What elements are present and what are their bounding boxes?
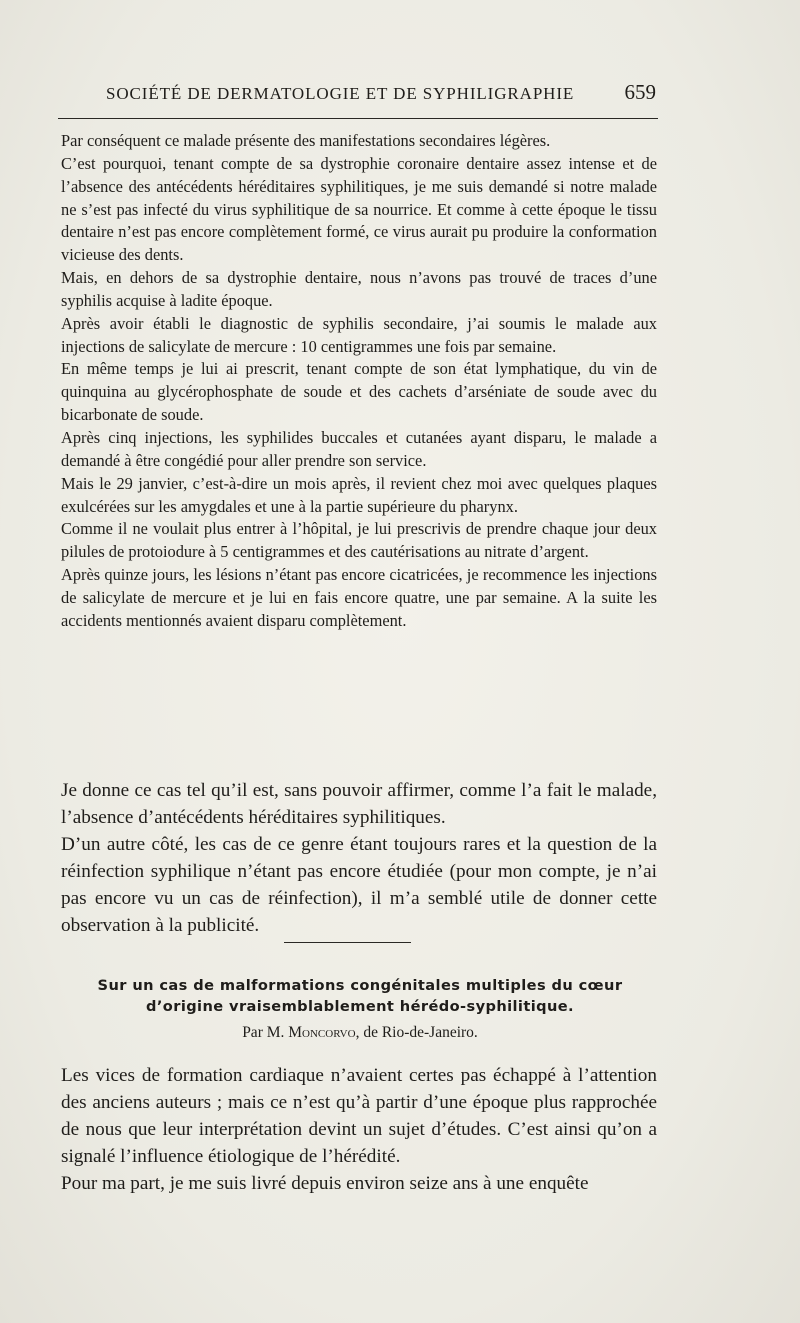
- page-number: 659: [624, 80, 656, 104]
- article-title: [40, 975, 680, 1017]
- paragraph: Mais le 29 janvier, c’est-à-dire un mois après, il revient chez moi avec quelques plaques exulcérées sur les amygdales et une à la partie supérieure du pharynx.: [61, 473, 657, 516]
- byline-author: Moncorvo: [288, 1024, 356, 1041]
- article-title-line: d’origine vraisemblablement hérédo-syphilitique.: [146, 998, 574, 1015]
- header-rule: [58, 118, 658, 119]
- paragraph: En même temps je lui ai prescrit, tenant compte de son état lymphatique, du vin de quinquina au glycérophosphate de soude et des cachets d’arséniate de soude avec du bicarbonate de soude.: [61, 359, 657, 425]
- article-body: [61, 1062, 657, 1197]
- byline-suffix: , de Rio-de-Janeiro.: [355, 1024, 478, 1041]
- paragraph: D’un autre côté, les cas de ce genre étant toujours rares et la question de la réinfection syphilique n’étant pas encore étudiée (pour mon compte, je n’ai pas encore vu un cas de réinfection), il m’a semblé utile de donner cette observation à la publicité.: [61, 834, 657, 937]
- byline-prefix: Par M.: [242, 1024, 285, 1041]
- paragraph: Après quinze jours, les lésions n’étant pas encore cicatricées, je recommence les injections de salicylate de mercure et je lui en fais encore quatre, une par semaine. A la suite les accidents mentionnés avaient disparu complètement.: [61, 565, 657, 630]
- paragraph: Par conséquent ce malade présente des manifestations secondaires légères.: [61, 131, 551, 150]
- paragraph: C’est pourquoi, tenant compte de sa dystrophie coronaire dentaire assez intense et de l’absence des antécédents héréditaires syphilitiques, je me suis demandé si notre malade ne s’est pas infecté du virus syphilitique de sa nourrice. Et comme à cette époque le tissu dentaire n’est pas encore complètement formé, ce virus aurait pu produire la conformation vicieuse des dents.: [61, 153, 657, 265]
- paragraph: Je donne ce cas tel qu’il est, sans pouvoir affirmer, comme l’a fait le malade, l’absence d’antécédents héréditaires syphilitiques.: [61, 780, 657, 829]
- article-title-line: Sur un cas de malformations congénitales multiples du cœur: [97, 977, 623, 994]
- running-header: [106, 80, 656, 105]
- paragraph: Comme il ne voulait plus entrer à l’hôpital, je lui prescrivis de prendre chaque jour deux pilules de protoiodure à 5 centigrammes et des cautérisations au nitrate d’argent.: [61, 519, 657, 562]
- section-separator: [284, 942, 411, 943]
- running-title: SOCIÉTÉ DE DERMATOLOGIE ET DE SYPHILIGRAPHIE: [106, 84, 575, 103]
- paragraph: Mais, en dehors de sa dystrophie dentaire, nous n’avons pas trouvé de traces d’une syphilis acquise à ladite époque.: [61, 268, 657, 310]
- paragraph: Pour ma part, je me suis livré depuis environ seize ans à une enquête: [61, 1173, 589, 1195]
- paragraph: Après cinq injections, les syphilides buccales et cutanées ayant disparu, le malade a demandé à être congédié pour aller prendre son service.: [61, 427, 657, 470]
- case-conclusion: [61, 777, 657, 940]
- case-report-continuation: [61, 130, 657, 633]
- paragraph: Après avoir établi le diagnostic de syphilis secondaire, j’ai soumis le malade aux injections de salicylate de mercure : 10 centigrammes une fois par semaine.: [61, 313, 657, 356]
- article-byline: [40, 1024, 680, 1042]
- paragraph: Les vices de formation cardiaque n’avaient certes pas échappé à l’attention des anciens auteurs ; mais ce n’est qu’à partir d’une époque plus rapprochée de nous que leur interprétation devint un sujet d’études. C’est ainsi qu’on a signalé l’influence étiologique de l’hérédité.: [61, 1065, 657, 1168]
